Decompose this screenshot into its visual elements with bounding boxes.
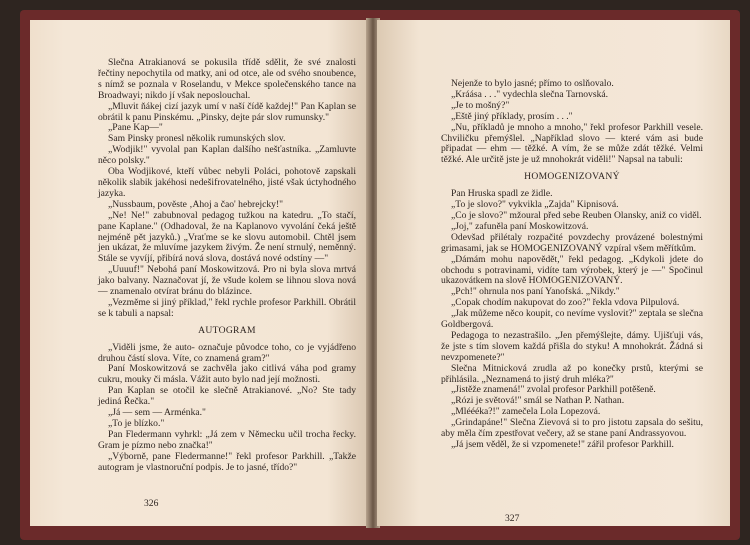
page-number-right: 327 bbox=[505, 513, 520, 524]
section-heading: HOMOGENIZOVANÝ bbox=[524, 171, 620, 183]
paragraph: „Nussbaum, povĕste ‚Ahoj a čao' hebrejcky!" bbox=[108, 198, 284, 210]
paragraph: „Joj," zafuněla paní Moskowitzová. bbox=[451, 220, 589, 232]
paragraph: „Dámám mohu napovědět," řekl pedagog. „Kdykoli jdete do obchodu s potravinami, vidíte tam výrobek, který je —" Spočinul ukazovátkem na slově HOMOGENIZOVANÝ. bbox=[441, 253, 703, 287]
paragraph: „Kráása . . ." vydechla slečna Tarnovská. bbox=[451, 88, 609, 100]
paragraph: „Wodjik!" vyvolal pan Kaplan dalšího nešťastníka. „Zamluvte něco polsky." bbox=[98, 144, 356, 167]
paragraph: Sam Pinsky pronesl několik rumunských slov. bbox=[108, 133, 286, 145]
paragraph: Pan Kaplan se otočil ke slečně Atrakianové. „No? Ste tady jediná Řečka." bbox=[98, 385, 356, 408]
paragraph: „Vezměme si jiný příklad," řekl rychle profesor Parkhill. Obrátil se k tabuli a napsal: bbox=[98, 296, 356, 319]
paragraph: „Mluvit ňákej cizí jazyk umí v naší čídě každej!" Pan Kaplan se obrátil k panu Pinskému. „Pinsky, dejte pár slov rumunsky." bbox=[98, 100, 356, 123]
section-heading: AUTOGRAM bbox=[198, 324, 256, 336]
paragraph: „Výborně, pane Fledermanne!" řekl profesor Parkhill. „Takže autogram je vlastnoruční podpis. Je to jasné, třído?" bbox=[98, 450, 356, 473]
paragraph: Slečna Mitnicková zrudla až po konečky prstů, kterými se přihlásila. „Neznamená to jistý druh mléka?" bbox=[441, 362, 703, 385]
paragraph: „Rózi je světová!" smál se Nathan P. Nathan. bbox=[451, 395, 625, 407]
paragraph: „Copak chodím nakupovat do zoo?" řekla vdova Pilpulová. bbox=[451, 297, 680, 309]
paragraph: „Já jsem věděl, že si vzpomenete!" zářil profesor Parkhill. bbox=[451, 439, 674, 450]
paragraph: „Co je slovo?" mžoural před sebe Reuben Olansky, aniž co viděl. bbox=[451, 209, 702, 221]
paragraph: „Pch!" ohrnula nos paní Yanofská. „Nikdy." bbox=[451, 286, 620, 298]
paragraph: Pan Fledermann vyhrkl: „Já zem v Německu učil trocha řecky. Gram je pízmo nebo značka!" bbox=[98, 428, 356, 451]
paragraph: „Jak můžeme něco koupit, co nevíme vyslovit?" zeptala se slečna Goldbergová. bbox=[441, 308, 703, 331]
paragraph: „Viděli jsme, že auto- označuje původce toho, co je vyjádřeno druhou částí slova. Víte, co znamená gram?" bbox=[98, 341, 356, 364]
page-number-left: 326 bbox=[144, 498, 159, 509]
paragraph: „Grindapáne!" Slečna Zievová si to pro jistotu zapsala do sešitu, aby měla čím zpestřovat večery, až se stane paní Andrassyovou. bbox=[441, 417, 703, 440]
paragraph: „Pane Kap—" bbox=[108, 122, 163, 134]
paragraph: Pedagoga to nezastrašilo. „Jen přemýšlejte, dámy. Ujišťuji vás, že jste s tím slovem každá přišla do styku! A mnohokrát. Žádná si nevzpomenete?" bbox=[441, 329, 703, 363]
paragraph: „Eště jiný příklady, prosím . . ." bbox=[451, 110, 573, 122]
paragraph: „Nu, příkladů je mnoho a mnoho," řekl profesor Parkhill vesele. Chviličku přemýšlel. „Například slovo — které vám asi bude připadat — ehm — těžké. A vím, že se může zdát těžké. Velmi těžké. Ale určitě jste je už mnohokrát viděli!" Napsal na tabuli: bbox=[441, 121, 703, 166]
paragraph: „Já — sem — Arménka." bbox=[108, 407, 206, 419]
right-page bbox=[377, 20, 730, 526]
paragraph: „Je to mošný?" bbox=[451, 99, 510, 111]
paragraph: „Uuuuf!" Nebohá paní Moskowitzová. Pro ni byla slova mrtvá jako balvany. Naznačovat jí, že všude kolem se lihnou slova nová — znamenalo otvírat bránu do blázince. bbox=[98, 264, 356, 298]
paragraph: „Mlééékа?!" zamečela Lola Lopezová. bbox=[451, 406, 601, 418]
paragraph: Paní Moskowitzová se zachvěla jako citlivá váha pod gramy cukru, mouky či másla. Vážit auto bylo nad její možnosti. bbox=[98, 363, 356, 386]
paragraph: „Ne! Ne!" zabubnoval pedagog tužkou na katedru. „To stačí, pane Kaplane." (Odhadoval, že na Kaplanovo vyvolání čeká ještě nejméně pět jazyků.) „Vraťme se ke slovu automobil. Chtěl jsem jen ukázat, že mluvíme jazykem živým. Že není strnulý, neměnný. Stále se vyvíjí, přibírá nová slova, dostává nové odstíny —" bbox=[98, 209, 356, 265]
paragraph: Nejenže to bylo jasné; přímo to oslňovalo. bbox=[451, 78, 614, 89]
paragraph: Slečna Atrakianová se pokusila třídě sdělit, že své znalosti řečtiny nepochytila od matky, ani od otce, ale od svého snoubence, s nímž se poznala v Roselandu, v Mekce společenského tance na Broadwayi; nikdo jí však neposlouchal. bbox=[98, 57, 356, 101]
paragraph: Odevšad přilétaly rozpačité povzdechy provázené bolestnými grimasami, jak se HOMOGENIZOVANÝ vzpíral všem měřítkům. bbox=[441, 231, 703, 254]
left-page-text bbox=[98, 58, 356, 474]
paragraph: „Jistěže znamená!" zvolal profesor Parkhill potěšeně. bbox=[451, 384, 656, 396]
paragraph: „To je slovo?" vykvikla „Zajda" Kipnisová. bbox=[451, 199, 619, 211]
paragraph: Oba Wodjikové, kteří vůbec nebyli Poláci, pohotově zapskali několik slabik jakéhosi nedešifrovatelného, jisté však úctyhodného jazyka. bbox=[98, 166, 356, 199]
left-page bbox=[30, 20, 368, 526]
paragraph: Pan Hruska spadl ze židle. bbox=[451, 188, 553, 200]
right-page-text bbox=[441, 79, 703, 451]
paragraph: „To je blízko." bbox=[108, 418, 165, 429]
